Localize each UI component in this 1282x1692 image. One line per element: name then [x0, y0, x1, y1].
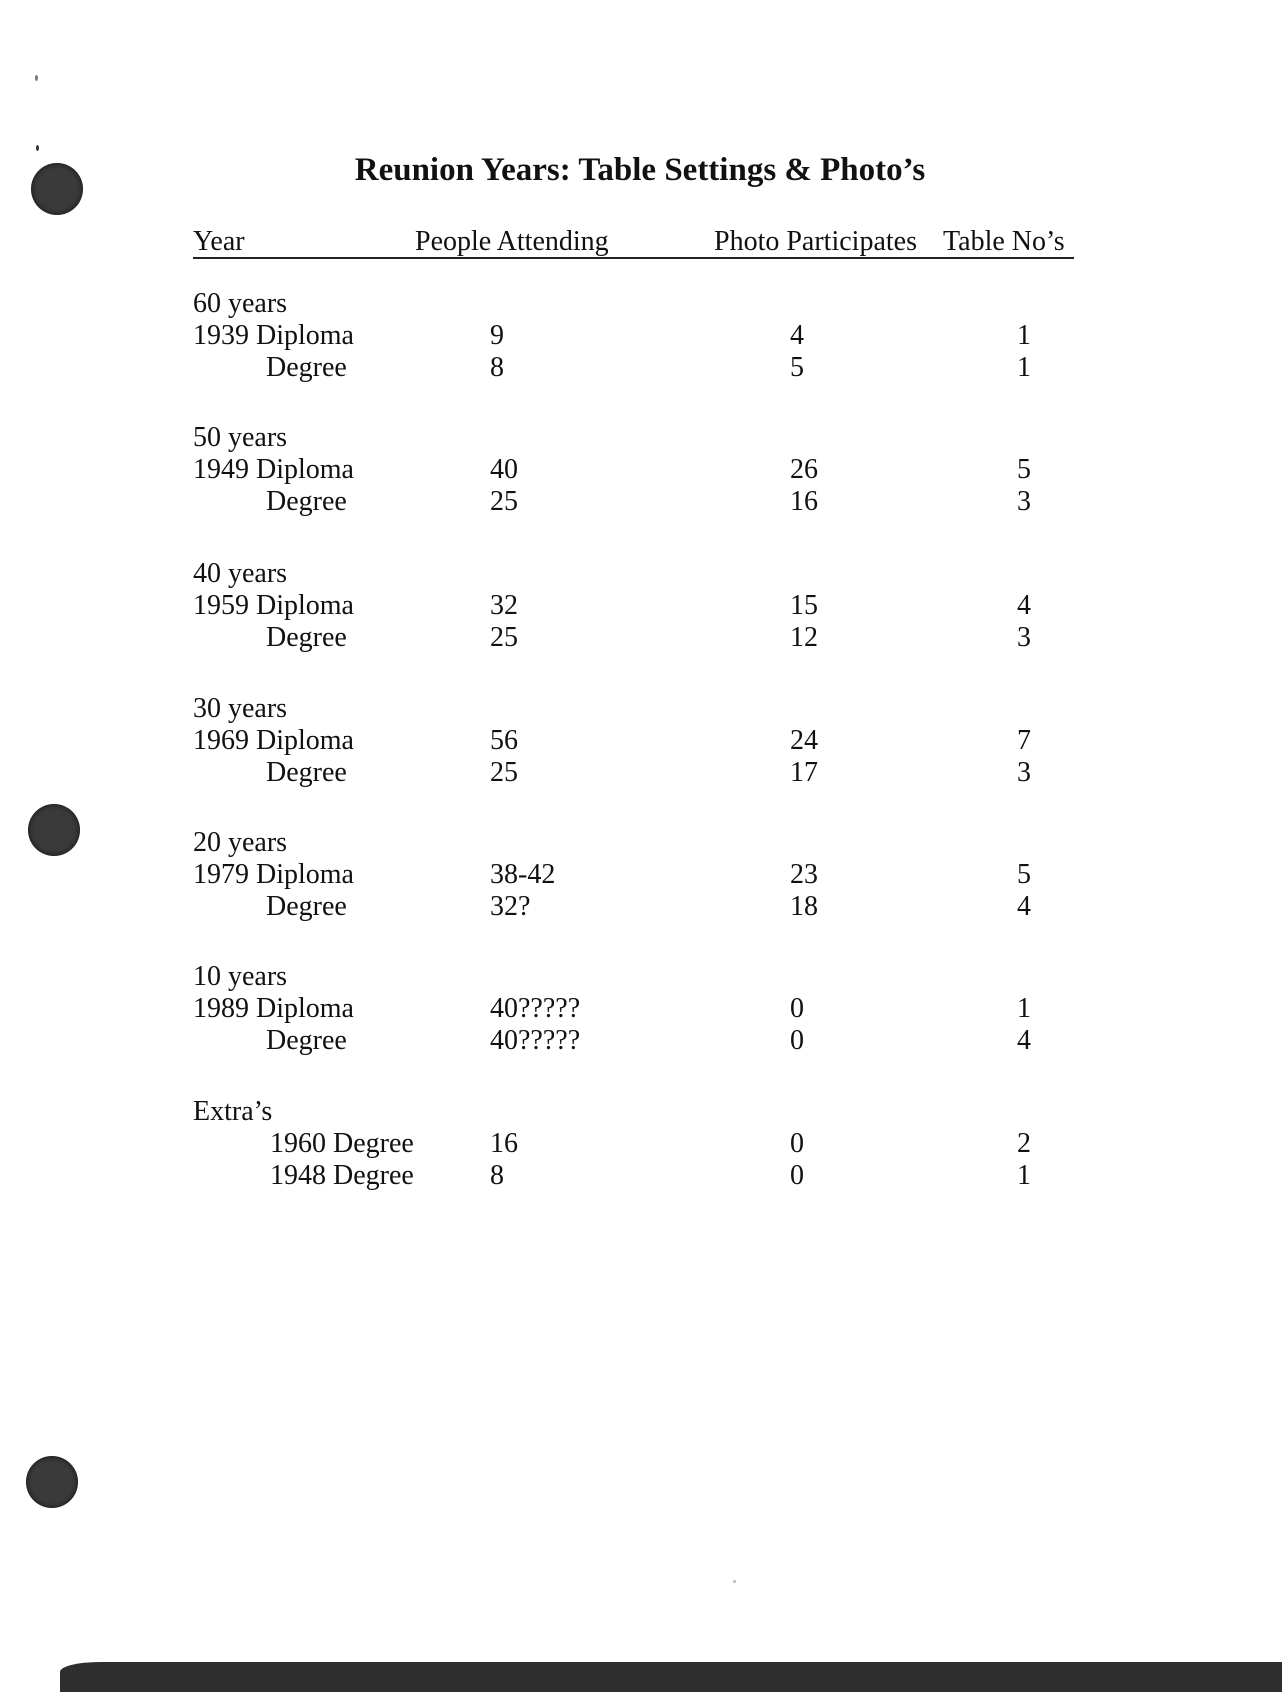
header-underline	[193, 257, 1074, 259]
photo-participates-value: 12	[790, 622, 818, 653]
photo-participates-value: 4	[790, 320, 804, 351]
photo-participates-value: 18	[790, 891, 818, 922]
people-attending-value: 32?	[490, 891, 531, 922]
table-number-value: 1	[1017, 352, 1031, 383]
header-people-attending: People Attending	[415, 226, 609, 257]
scan-specks	[35, 75, 41, 155]
people-attending-value: 25	[490, 757, 518, 788]
photo-participates-value: 17	[790, 757, 818, 788]
row-name: 1969 Diploma	[193, 725, 354, 756]
row-name: 1959 Diploma	[193, 590, 354, 621]
row-name: 1989 Diploma	[193, 993, 354, 1024]
people-attending-value: 40?????	[490, 993, 581, 1024]
page-title: Reunion Years: Table Settings & Photo’s	[354, 152, 926, 188]
row-name: 1960 Degree	[270, 1128, 414, 1159]
binder-hole-bottom	[26, 1456, 78, 1508]
row-name: 1948 Degree	[270, 1160, 414, 1191]
binder-hole-middle	[28, 804, 80, 856]
table-number-value: 1	[1017, 320, 1031, 351]
people-attending-value: 9	[490, 320, 504, 351]
table-number-value: 3	[1017, 622, 1031, 653]
row-name: 1979 Diploma	[193, 859, 354, 890]
row-name: 1939 Diploma	[193, 320, 354, 351]
table-number-value: 4	[1017, 891, 1031, 922]
table-number-value: 3	[1017, 757, 1031, 788]
table-number-value: 3	[1017, 486, 1031, 517]
table-number-value: 1	[1017, 993, 1031, 1024]
people-attending-value: 8	[490, 1160, 504, 1191]
photo-participates-value: 26	[790, 454, 818, 485]
people-attending-value: 25	[490, 622, 518, 653]
scan-bottom-edge	[60, 1662, 1282, 1692]
row-name: Degree	[266, 891, 347, 922]
table-number-value: 5	[1017, 454, 1031, 485]
photo-participates-value: 16	[790, 486, 818, 517]
photo-participates-value: 5	[790, 352, 804, 383]
photo-participates-value: 0	[790, 993, 804, 1024]
group-label: 60 years	[193, 288, 288, 319]
row-name: Degree	[266, 622, 347, 653]
group-label: 30 years	[193, 693, 288, 724]
photo-participates-value: 15	[790, 590, 818, 621]
row-name: Degree	[266, 352, 347, 383]
row-name: 1949 Diploma	[193, 454, 354, 485]
group-label: 40 years	[193, 558, 288, 589]
people-attending-value: 8	[490, 352, 504, 383]
people-attending-value: 56	[490, 725, 518, 756]
table-number-value: 1	[1017, 1160, 1031, 1191]
group-label: 20 years	[193, 827, 288, 858]
photo-participates-value: 0	[790, 1160, 804, 1191]
group-label: 50 years	[193, 422, 288, 453]
table-number-value: 2	[1017, 1128, 1031, 1159]
group-label: Extra’s	[193, 1096, 273, 1127]
photo-participates-value: 0	[790, 1128, 804, 1159]
people-attending-value: 38-42	[490, 859, 556, 890]
people-attending-value: 16	[490, 1128, 518, 1159]
group-label: 10 years	[193, 961, 288, 992]
header-photo-participates: Photo Participates	[714, 226, 917, 257]
photo-participates-value: 24	[790, 725, 818, 756]
people-attending-value: 25	[490, 486, 518, 517]
header-table-nos: Table No’s	[943, 226, 1065, 257]
table-number-value: 4	[1017, 590, 1031, 621]
table-number-value: 7	[1017, 725, 1031, 756]
photo-participates-value: 23	[790, 859, 818, 890]
row-name: Degree	[266, 486, 347, 517]
people-attending-value: 40?????	[490, 1025, 581, 1056]
header-year: Year	[193, 226, 245, 257]
row-name: Degree	[266, 1025, 347, 1056]
table-number-value: 4	[1017, 1025, 1031, 1056]
scan-dot	[733, 1580, 736, 1583]
people-attending-value: 40	[490, 454, 518, 485]
photo-participates-value: 0	[790, 1025, 804, 1056]
row-name: Degree	[266, 757, 347, 788]
table-number-value: 5	[1017, 859, 1031, 890]
people-attending-value: 32	[490, 590, 518, 621]
